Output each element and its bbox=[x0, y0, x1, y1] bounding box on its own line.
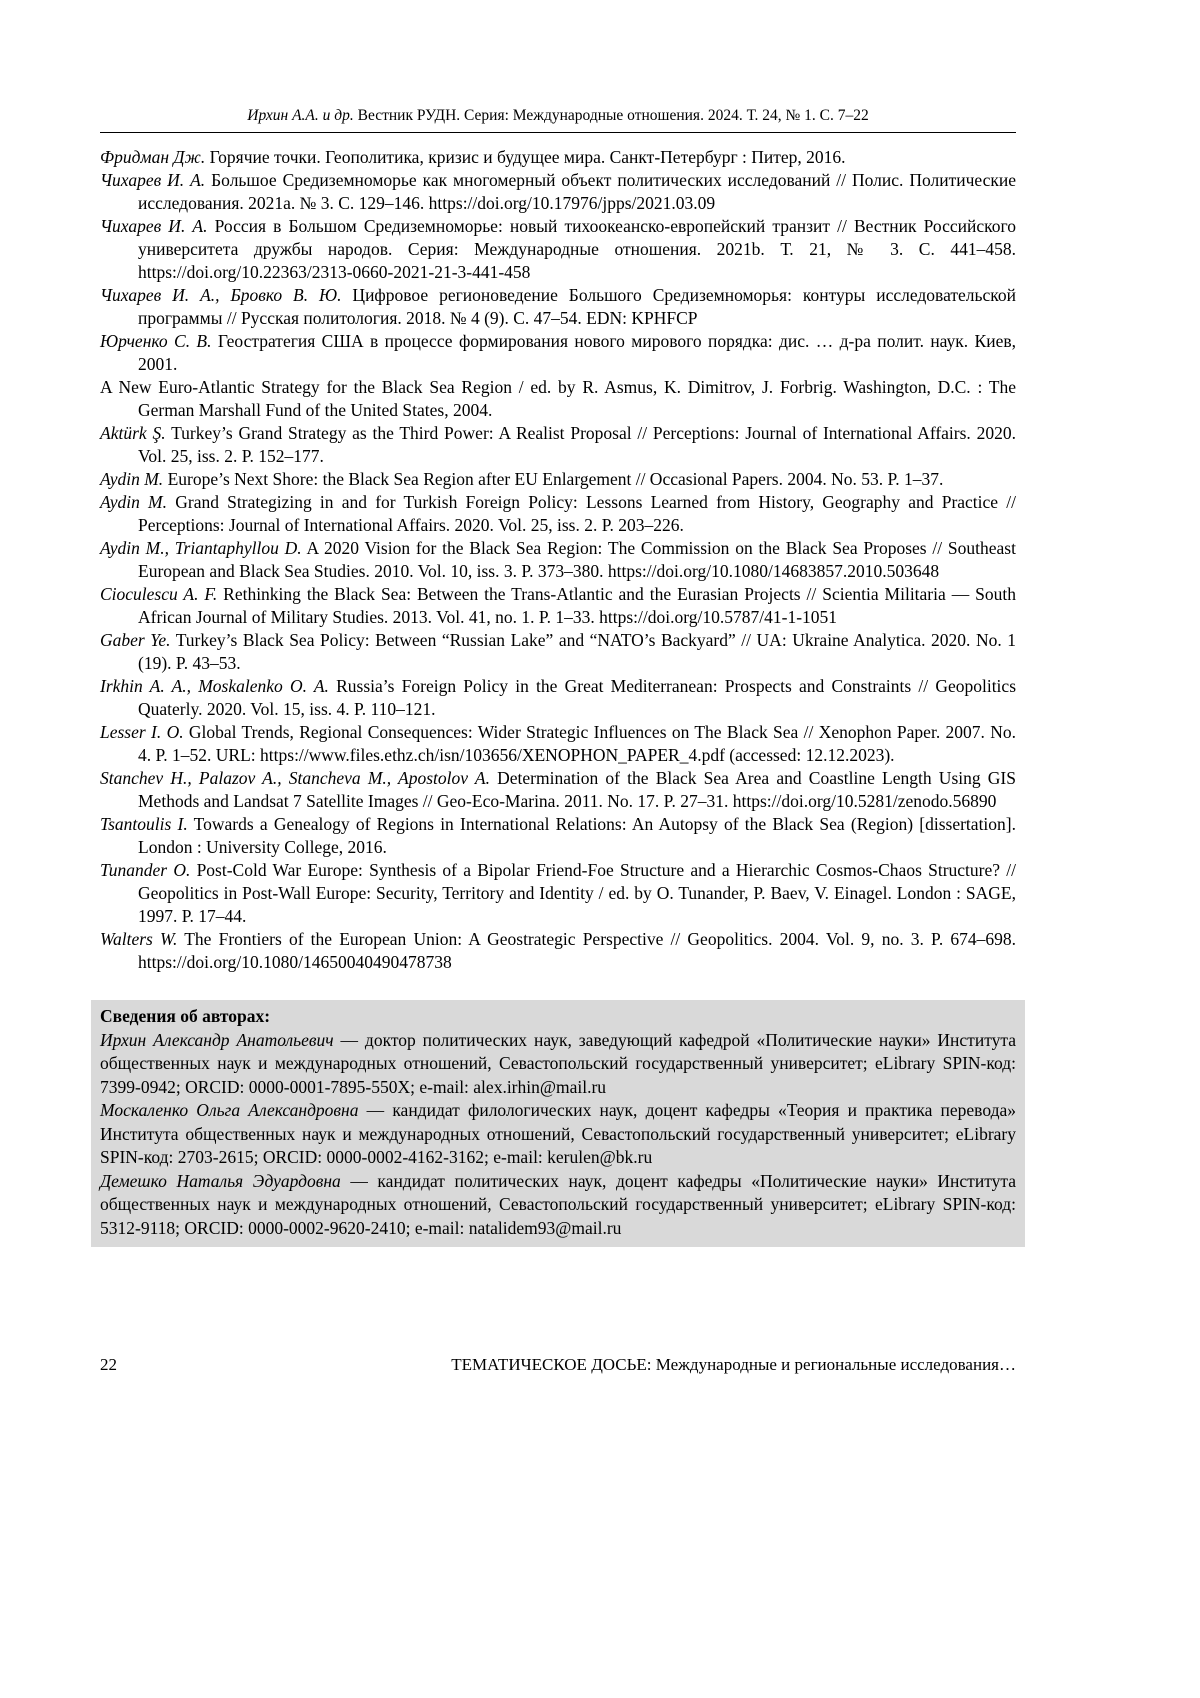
reference-text: Геостратегия США в процессе формирования нового мирового порядка: дис. … д-ра полит. наук. Киев, 2001. bbox=[138, 331, 1016, 374]
reference-text: Russia’s Foreign Policy in the Great Mediterranean: Prospects and Constraints // Geopolitics Quaterly. 2020. Vol. 15, iss. 4. P. 110–121. bbox=[138, 676, 1017, 719]
reference-authors: Irkhin A. A., Moskalenko O. A. bbox=[100, 676, 329, 696]
author-bio bbox=[100, 1029, 1016, 1100]
running-head-title: Вестник РУДН. Серия: Международные отношения. 2024. Т. 24, № 1. С. 7–22 bbox=[353, 107, 869, 124]
reference-entry bbox=[100, 859, 1016, 928]
reference-text: Turkey’s Black Sea Policy: Between “Russian Lake” and “NATO’s Backyard” // UA: Ukraine Analytica. 2020. No. 1 (19). P. 43–53. bbox=[138, 630, 1016, 673]
reference-entry bbox=[100, 330, 1016, 376]
reference-authors: Lesser I. O. bbox=[100, 722, 184, 742]
reference-text: Горячие точки. Геополитика, кризис и будущее мира. Санкт-Петербург : Питер, 2016. bbox=[205, 147, 846, 167]
reference-entry bbox=[100, 376, 1016, 422]
paper-page bbox=[100, 0, 1016, 1375]
reference-authors: Tunander O. bbox=[100, 860, 191, 880]
reference-text: Grand Strategizing in and for Turkish Foreign Policy: Lessons Learned from History, Geography and Practice // Perceptions: Journal of International Affairs. 2020. Vol. 25, iss. 2. P. 203–226. bbox=[138, 492, 1016, 535]
reference-entry bbox=[100, 284, 1016, 330]
reference-entry bbox=[100, 537, 1016, 583]
reference-authors: Юрченко С. В. bbox=[100, 331, 212, 351]
page-number: 22 bbox=[100, 1355, 117, 1374]
author-bio-text: — доктор политических наук, заведующий кафедрой «Политические науки» Института общественных наук и международных отношений, Севастопольский государственный университет; eLibrary SPIN-код: 7399-0942; ORCID: 0000-0001-7895-550X; e-mail: alex.irhin@mail.ru bbox=[100, 1029, 1016, 1097]
reference-authors: Cioculescu A. F. bbox=[100, 584, 218, 604]
running-head bbox=[100, 106, 1016, 125]
author-bio-text: — кандидат политических наук, доцент кафедры «Политические науки» Института общественных наук и международных отношений, Севастопольский государственный университет; eLibrary SPIN-код: 5312-9118; ORCID: 0000-0002-9620-2410; e-mail: natalidem93@mail.ru bbox=[100, 1170, 1016, 1238]
reference-text: Europe’s Next Shore: the Black Sea Region after EU Enlargement // Occasional Papers. 2004. No. 53. P. 1–37. bbox=[163, 469, 944, 489]
author-name: Москаленко Ольга Александровна bbox=[100, 1100, 359, 1120]
reference-text: Россия в Большом Средиземноморье: новый тихоокеанско-европейский транзит // Вестник Российского университета дружбы народов. Серия: Международные отношения. 2021b. Т. 21, № 3. С. 441–458. https://doi.org/10.22363/2313-0660-2021-21-3-441-458 bbox=[138, 216, 1016, 282]
reference-authors: Aydin M., Triantaphyllou D. bbox=[100, 538, 302, 558]
reference-entry bbox=[100, 928, 1016, 974]
reference-text: Towards a Genealogy of Regions in International Relations: An Autopsy of the Black Sea (Region) [dissertation]. London : University College, 2016. bbox=[138, 814, 1016, 857]
reference-text: Post-Cold War Europe: Synthesis of a Bipolar Friend-Foe Structure and a Hierarchic Cosmos-Chaos Structure? // Geopolitics in Post-Wall Europe: Security, Territory and Identity / ed. by O. Tunander, P. Baev, V. Einagel. London : SAGE, 1997. P. 17–44. bbox=[138, 860, 1016, 926]
author-name: Ирхин Александр Анатольевич bbox=[100, 1029, 334, 1050]
reference-text: Determination of the Black Sea Area and Coastline Length Using GIS Methods and Landsat 7 Satellite Images // Geo-Eco-Marina. 2011. No. 17. P. 27–31. https://doi.org/10.5281/zenodo.56890 bbox=[138, 768, 1016, 811]
page-footer bbox=[100, 1355, 1016, 1375]
author-name: Демешко Наталья Эдуардовна bbox=[100, 1170, 341, 1191]
reference-text: A New Euro-Atlantic Strategy for the Black Sea Region / ed. by R. Asmus, K. Dimitrov, J. Forbrig. Washington, D.C. : The German Marshall Fund of the United States, 2004. bbox=[100, 377, 1016, 420]
authors-bios bbox=[100, 1029, 1016, 1241]
reference-authors: Aktürk Ş. bbox=[100, 423, 166, 443]
reference-authors: Чихарев И. А. bbox=[100, 216, 208, 236]
footer-running-title: ТЕМАТИЧЕСКОЕ ДОСЬЕ: Международные и региональные исследования… bbox=[451, 1355, 1016, 1374]
reference-entry bbox=[100, 215, 1016, 284]
reference-entry bbox=[100, 169, 1016, 215]
references-list bbox=[100, 146, 1016, 974]
header-rule bbox=[100, 132, 1016, 133]
authors-info-box bbox=[91, 1000, 1025, 1247]
reference-entry bbox=[100, 583, 1016, 629]
reference-authors: Aydin M. bbox=[100, 492, 168, 512]
reference-authors: Чихарев И. А. bbox=[100, 170, 206, 190]
reference-text: The Frontiers of the European Union: A Geostrategic Perspective // Geopolitics. 2004. Vol. 9, no. 3. P. 674–698. https://doi.org/10.1080/14650040490478738 bbox=[138, 929, 1016, 972]
reference-text: Цифровое регионоведение Большого Средиземноморья: контуры исследовательской программы // Русская политология. 2018. № 4 (9). С. 47–54. EDN: KPHFCP bbox=[138, 285, 1017, 328]
reference-entry bbox=[100, 491, 1016, 537]
reference-entry bbox=[100, 468, 1016, 491]
reference-entry bbox=[100, 146, 1016, 169]
reference-authors: Walters W. bbox=[100, 929, 178, 949]
author-bio bbox=[100, 1170, 1016, 1241]
reference-entry bbox=[100, 629, 1016, 675]
reference-text: Rethinking the Black Sea: Between the Trans-Atlantic and the Eurasian Projects // Scientia Militaria — South African Journal of Military Studies. 2013. Vol. 41, no. 1. P. 1–33. https://doi.org/10.5787/41-1-1051 bbox=[138, 584, 1016, 627]
reference-entry bbox=[100, 767, 1016, 813]
author-bio-text: — кандидат филологических наук, доцент кафедры «Теория и практика перевода» Института общественных наук и международных отношений, Севастопольский государственный университет; eLibrary SPIN-код: 2703-2615; ORCID: 0000-0002-4162-3162; e-mail: kerulen@bk.ru bbox=[100, 1100, 1016, 1167]
reference-text: Turkey’s Grand Strategy as the Third Power: A Realist Proposal // Perceptions: Journal of International Affairs. 2020. Vol. 25, iss. 2. P. 152–177. bbox=[138, 423, 1016, 466]
reference-text: A 2020 Vision for the Black Sea Region: The Commission on the Black Sea Proposes // Southeast European and Black Sea Studies. 2010. Vol. 10, iss. 3. P. 373–380. https://doi.org/10.1080/14683857.2010.503648 bbox=[138, 538, 1016, 581]
author-bio bbox=[100, 1099, 1016, 1170]
reference-entry bbox=[100, 675, 1016, 721]
running-head-authors: Ирхин А.А. и др. bbox=[247, 107, 354, 124]
reference-entry bbox=[100, 721, 1016, 767]
reference-authors: Gaber Ye. bbox=[100, 630, 171, 650]
reference-text: Global Trends, Regional Consequences: Wider Strategic Influences on The Black Sea // Xenophon Paper. 2007. No. 4. P. 1–52. URL: https://www.files.ethz.ch/isn/103656/XENOPHON_PAPER_4.pdf (accessed: 12.12.2023). bbox=[138, 722, 1016, 765]
reference-authors: Stanchev H., Palazov A., Stancheva M., Apostolov A. bbox=[100, 768, 490, 788]
reference-entry bbox=[100, 813, 1016, 859]
reference-authors: Фридман Дж. bbox=[100, 147, 206, 167]
reference-entry bbox=[100, 422, 1016, 468]
reference-authors: Tsantoulis I. bbox=[100, 814, 188, 834]
authors-heading: Сведения об авторах: bbox=[100, 1006, 271, 1026]
reference-authors: Чихарев И. А., Бровко В. Ю. bbox=[100, 285, 342, 305]
reference-authors: Aydin M. bbox=[100, 469, 164, 489]
reference-text: Большое Средиземноморье как многомерный объект политических исследований // Полис. Политические исследования. 2021a. № 3. С. 129–146. https://doi.org/10.17976/jpps/2021.03.09 bbox=[138, 170, 1016, 213]
